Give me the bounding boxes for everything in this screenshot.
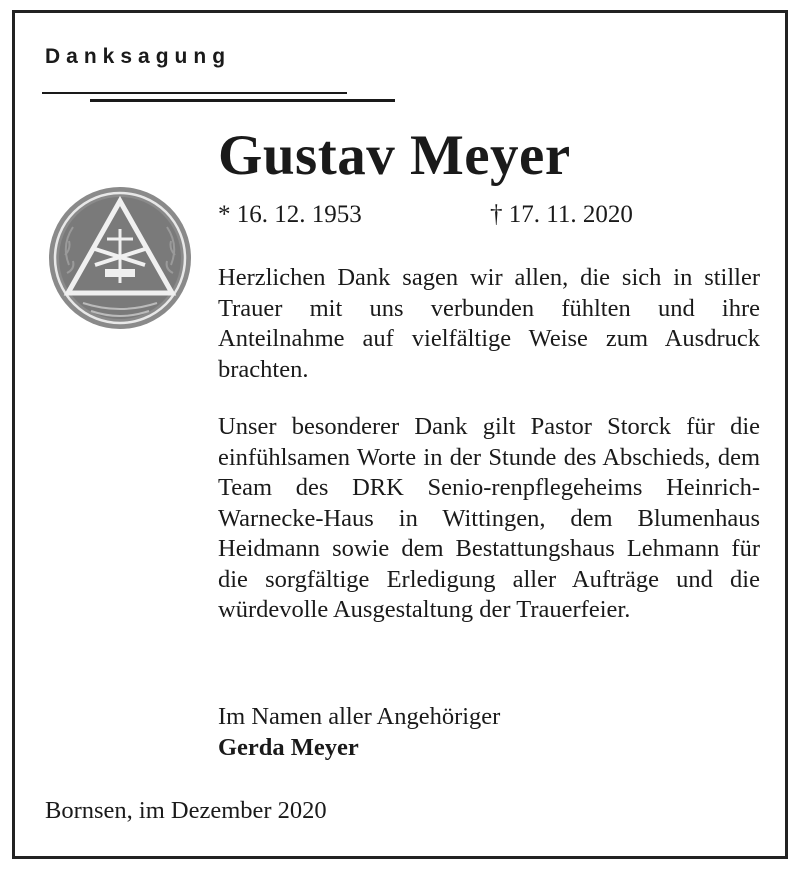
deceased-name: Gustav Meyer — [218, 124, 571, 187]
signature-name: Gerda Meyer — [218, 734, 359, 761]
notice-heading: Danksagung — [45, 45, 232, 68]
obituary-notice-frame — [12, 10, 788, 859]
heading-rule-bottom — [90, 99, 395, 102]
special-thanks-paragraph: Unser besonderer Dank gilt Pastor Storck für die einfühlsamen Worte in der Stunde des Abschieds, dem Team des DRK Senio-renpflegeheims Heinrich-Warnecke-Haus in Wittingen, dem Blumenhaus Heidmann sowie dem Bestattungshaus Lehmann für die sorgfältige Erledigung aller Aufträge und die würdevolle Ausgestaltung der Trauerfeier. — [218, 413, 760, 623]
life-dates — [218, 201, 633, 229]
birth-date: * 16. 12. 1953 — [218, 201, 362, 228]
death-date: † 17. 11. 2020 — [490, 201, 633, 228]
heading-rule-top — [42, 92, 347, 94]
place-and-date: Bornsen, im Dezember 2020 — [45, 797, 327, 824]
thanks-paragraph: Herzlichen Dank sagen wir allen, die sich in stiller Trauer mit uns verbunden fühlten und ihre Anteilnahme auf vielfältige Weise zum Ausdruck brachten. — [218, 264, 760, 383]
triangle-compass-emblem-icon — [47, 185, 193, 331]
signature-intro: Im Namen aller Angehöriger — [218, 703, 501, 730]
